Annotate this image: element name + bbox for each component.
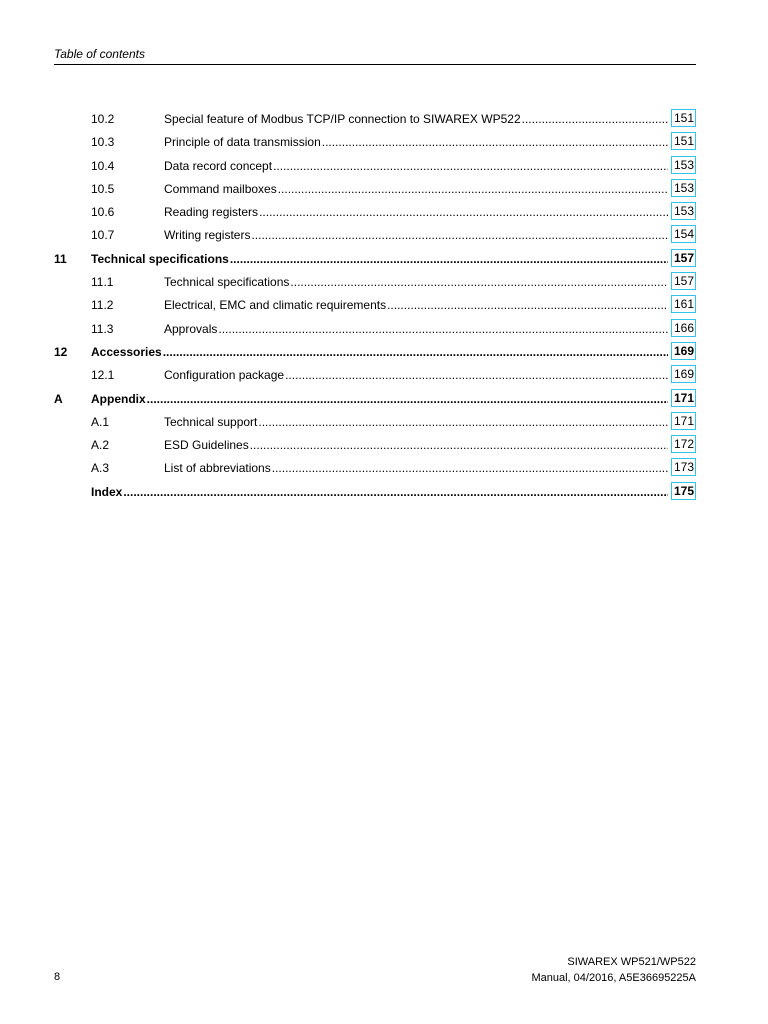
- toc-entry-title-wrap: [164, 158, 668, 174]
- toc-entry-title-wrap: [164, 367, 668, 383]
- toc-page-link[interactable]: 154: [671, 225, 696, 243]
- toc-entry-number: 12.1: [91, 368, 115, 383]
- toc-entry-number: 11.1: [91, 275, 114, 290]
- dot-leader: [285, 367, 668, 383]
- toc-entry-10-7[interactable]: [54, 224, 696, 247]
- toc-entry-title-wrap: [164, 181, 668, 197]
- toc-page-link[interactable]: 151: [671, 132, 696, 150]
- toc-entry-number: 10.7: [91, 228, 115, 243]
- dot-leader: [123, 484, 668, 500]
- toc-entry-12[interactable]: [54, 341, 696, 364]
- toc-entry-title: Technical support: [164, 414, 258, 429]
- toc-entry-title-wrap: [164, 460, 668, 476]
- footer-product-name: SIWAREX WP521/WP522: [567, 956, 696, 968]
- toc-entry-a-1[interactable]: [54, 411, 696, 434]
- toc-page-link[interactable]: 157: [671, 272, 696, 290]
- footer-document-info: [531, 954, 696, 986]
- toc-entry-number: 10.2: [91, 112, 115, 126]
- toc-page-link[interactable]: 153: [671, 156, 696, 174]
- toc-entry-title: Special feature of Modbus TCP/IP connection to SIWAREX WP522: [164, 112, 521, 126]
- dot-leader: [290, 274, 668, 290]
- toc-entry-number: A: [54, 391, 63, 406]
- toc-entry-title-wrap: [164, 321, 668, 337]
- toc-entry-title: Appendix: [91, 391, 146, 406]
- toc-entry-title-wrap: [164, 227, 668, 243]
- toc-entry-number: 10.3: [91, 135, 115, 150]
- toc-entry-number: 10.5: [91, 181, 115, 196]
- toc-entry-title-wrap: [91, 391, 668, 407]
- toc-entry-10-6[interactable]: [54, 201, 696, 224]
- toc-entry-number: 11: [54, 251, 67, 266]
- toc-entry-title: Approvals: [164, 321, 218, 336]
- toc-entry-number: 10.4: [91, 158, 115, 173]
- toc-page-link[interactable]: 157: [671, 249, 696, 267]
- toc-page-link[interactable]: 175: [671, 482, 696, 500]
- dot-leader: [258, 414, 668, 430]
- toc-page-link[interactable]: 173: [671, 458, 696, 476]
- toc-page-link[interactable]: 153: [671, 179, 696, 197]
- dot-leader: [250, 437, 668, 453]
- dot-leader: [522, 111, 668, 127]
- toc-entry-title-wrap: [91, 251, 668, 267]
- toc-entry-title: Writing registers: [164, 228, 251, 243]
- toc-entry-number: A.2: [91, 438, 110, 453]
- toc-entry-title: Configuration package: [164, 368, 285, 383]
- toc-page-link[interactable]: 171: [671, 412, 696, 430]
- toc-page-link[interactable]: 161: [671, 295, 696, 313]
- toc-entry-title: List of abbreviations: [164, 461, 271, 476]
- toc-entry-number: 11.2: [91, 298, 114, 313]
- table-of-contents: [54, 108, 696, 504]
- toc-entry-title-wrap: [164, 134, 668, 150]
- dot-leader: [163, 344, 668, 360]
- toc-entry-a[interactable]: [54, 388, 696, 411]
- footer-page-number: 8: [54, 971, 61, 983]
- toc-page-link[interactable]: 169: [671, 342, 696, 360]
- toc-entry-10-2[interactable]: [54, 108, 696, 131]
- toc-entry-title: Index: [91, 484, 123, 499]
- toc-entry-number: A.1: [91, 414, 110, 429]
- toc-entry-11-2[interactable]: [54, 294, 696, 317]
- toc-entry-10-5[interactable]: [54, 178, 696, 201]
- toc-entry-11[interactable]: [54, 248, 696, 271]
- toc-entry-title-wrap: [164, 111, 668, 127]
- toc-entry-number: 12: [54, 344, 68, 359]
- dot-leader: [147, 391, 668, 407]
- toc-entry-title-wrap: [91, 484, 668, 500]
- toc-entry-number: 10.6: [91, 205, 115, 220]
- toc-entry-title: Data record concept: [164, 158, 273, 173]
- toc-page-link[interactable]: 169: [671, 365, 696, 383]
- toc-entry-title: Electrical, EMC and climatic requirements: [164, 298, 387, 313]
- toc-entry-10-4[interactable]: [54, 155, 696, 178]
- page-header: [54, 46, 696, 65]
- toc-page-link[interactable]: 171: [671, 389, 696, 407]
- dot-leader: [218, 321, 668, 337]
- toc-entry-11-1[interactable]: [54, 271, 696, 294]
- toc-page-link[interactable]: 166: [671, 319, 696, 337]
- toc-entry-title-wrap: [164, 204, 668, 220]
- toc-entry-10-3[interactable]: [54, 131, 696, 154]
- toc-entry-title: Command mailboxes: [164, 181, 277, 196]
- dot-leader: [278, 181, 668, 197]
- toc-entry-title-wrap: [164, 414, 668, 430]
- toc-entry-title: Accessories: [91, 344, 162, 359]
- footer-manual-info: Manual, 04/2016, A5E36695225A: [531, 972, 696, 984]
- dot-leader: [273, 158, 668, 174]
- toc-entry-title: ESD Guidelines: [164, 438, 249, 453]
- toc-entry-title-wrap: [164, 297, 668, 313]
- dot-leader: [272, 460, 668, 476]
- toc-entry-title: Technical specifications: [164, 275, 290, 290]
- dot-leader: [322, 134, 668, 150]
- toc-entry-title: Reading registers: [164, 205, 259, 220]
- toc-entry-12-1[interactable]: [54, 364, 696, 387]
- header-title: Table of contents: [54, 47, 145, 61]
- toc-page-link[interactable]: 172: [671, 435, 696, 453]
- toc-entry-number: 11.3: [91, 321, 114, 336]
- toc-entry-title-wrap: [91, 344, 668, 360]
- toc-entry-number: A.3: [91, 461, 110, 476]
- dot-leader: [230, 251, 668, 267]
- dot-leader: [251, 227, 668, 243]
- toc-entry-index[interactable]: [54, 481, 696, 504]
- toc-entry-title: Technical specifications: [91, 251, 229, 266]
- toc-entry-title-wrap: [164, 437, 668, 453]
- toc-entry-11-3[interactable]: [54, 318, 696, 341]
- toc-entry-a-2[interactable]: [54, 434, 696, 457]
- dot-leader: [387, 297, 668, 313]
- toc-page-link[interactable]: 153: [671, 202, 696, 220]
- toc-page-link[interactable]: 151: [671, 109, 696, 127]
- toc-entry-a-3[interactable]: [54, 457, 696, 480]
- dot-leader: [259, 204, 668, 220]
- toc-entry-title: Principle of data transmission: [164, 135, 321, 150]
- toc-entry-title-wrap: [164, 274, 668, 290]
